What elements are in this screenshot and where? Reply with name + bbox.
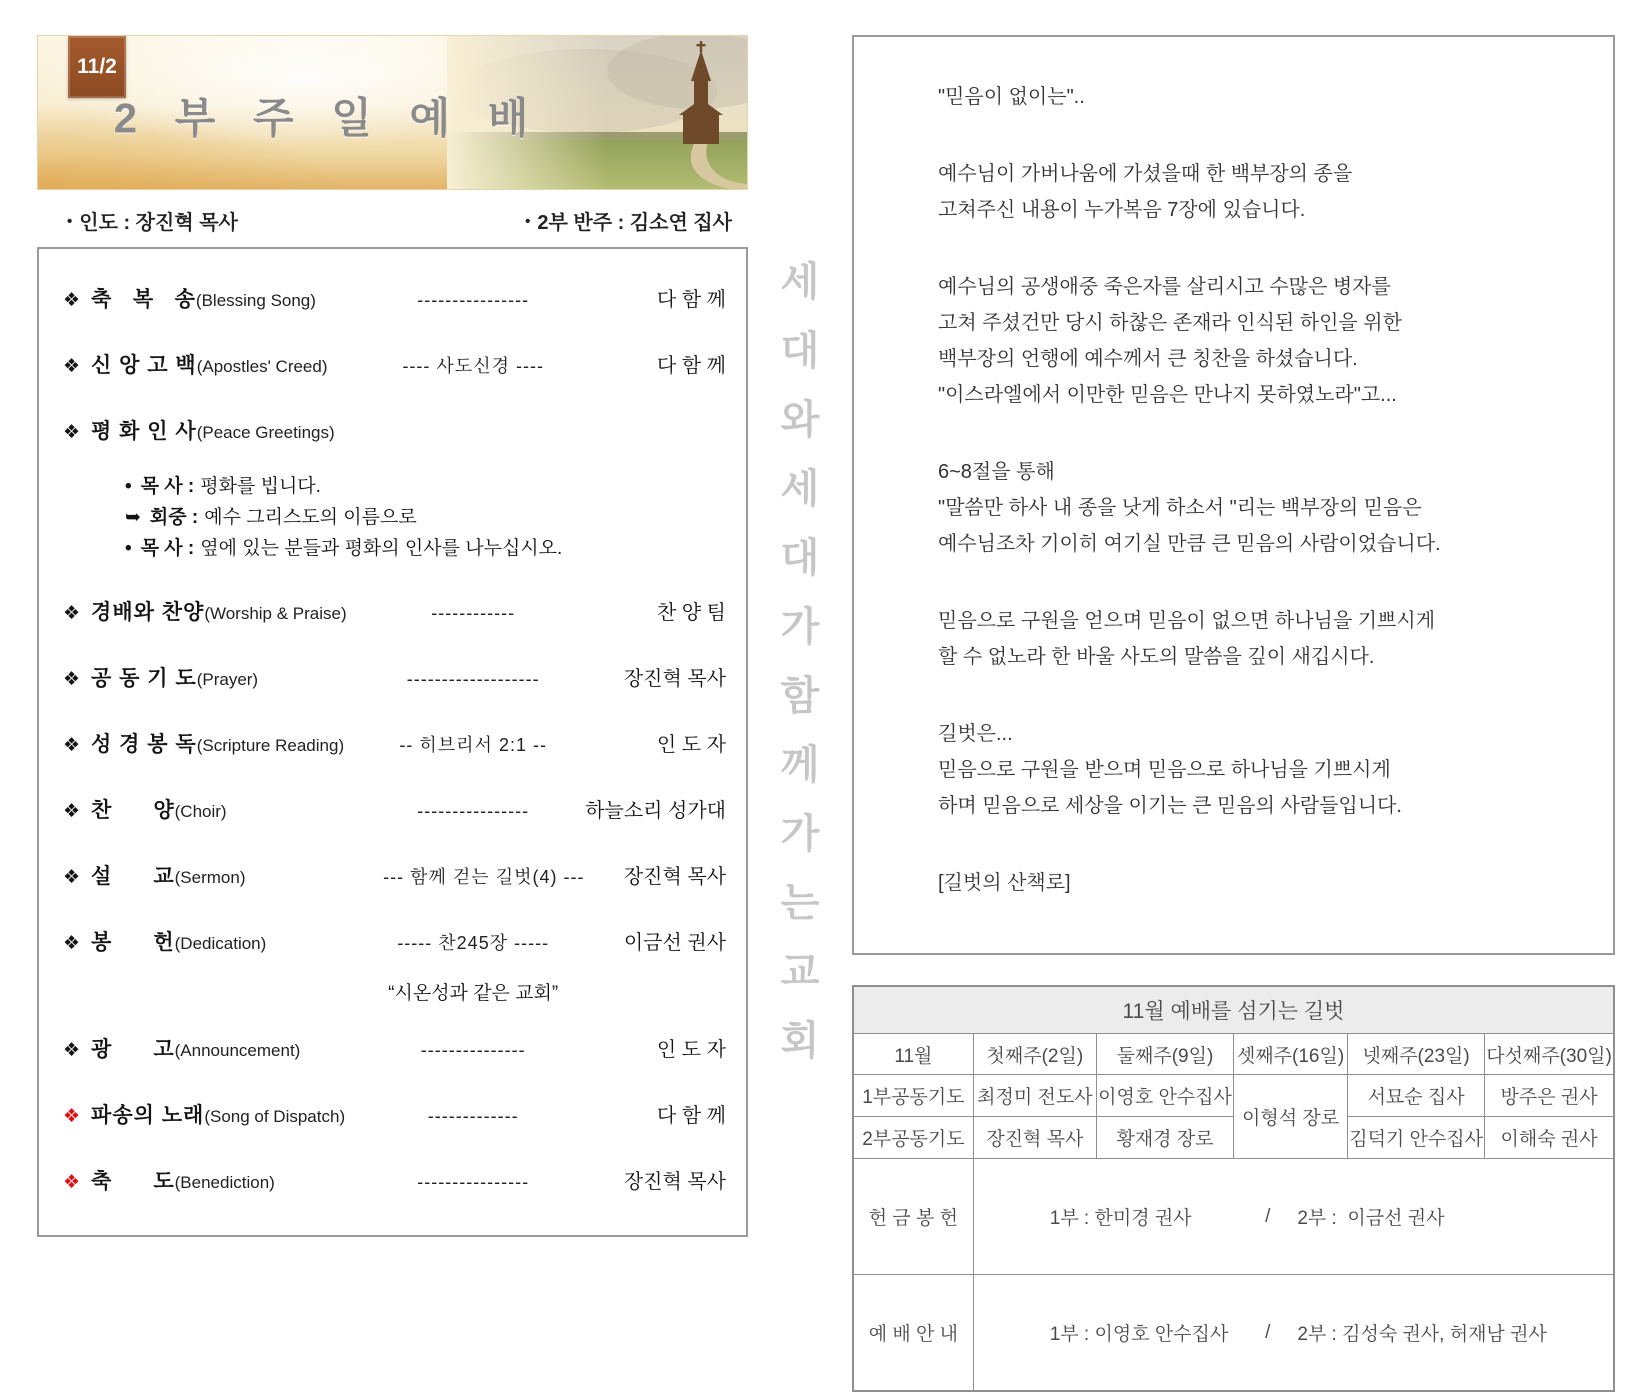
service-staff-line xyxy=(37,206,748,235)
peace-line-congregation: ➥ 회중 : 예수 그리스도의 이름으로 xyxy=(125,507,417,528)
cell: 김덕기 안수집사 xyxy=(1348,1117,1485,1159)
generation-motto-vertical-text: 세 대 와 세 대 가 함 께 가 는 교 회 xyxy=(780,260,820,1063)
order-item-benediction: ❖ 축 도(Benediction) ---------------- 장진혁 목사 xyxy=(63,1163,730,1203)
cell: 장진혁 목사 xyxy=(973,1117,1096,1159)
servers-table xyxy=(852,985,1615,1392)
order-item-announcement: ❖ 광 고(Announcement) --------------- 인 도 자 xyxy=(63,1031,730,1071)
order-item-apostles-creed: ❖ 신 앙 고 백(Apostles' Creed) ---- 사도신경 ---- 다 함 께 xyxy=(63,347,730,387)
offering-hymn-note-row xyxy=(63,978,730,1005)
performer: 하늘소리 성가대 xyxy=(585,800,726,822)
essay-paragraph: 믿음으로 구원을 얻으며 믿음이 없으면 하나님을 기쁘시게 할 수 없노라 한 바울 사도의 말씀을 깊이 새깁시다. xyxy=(938,610,1436,668)
dash-line: ------------- xyxy=(427,1106,519,1126)
sermon-title: --- 함께 걷는 길벗(4) --- xyxy=(383,867,585,887)
diamond-marker-icon: ❖ xyxy=(63,669,81,690)
diamond-marker-icon: ❖ xyxy=(63,1106,81,1127)
order-item-dedication: ❖ 봉 헌(Dedication) ----- 찬245장 ----- 이금선 권사 xyxy=(63,924,730,964)
order-item-prayer: ❖ 공 동 기 도(Prayer) ------------------- 장진혁 목사 xyxy=(63,660,730,700)
dash-line: ------------------- xyxy=(406,669,540,689)
bullet-icon: • xyxy=(125,538,132,559)
scripture-reference: -- 히브리서 2:1 -- xyxy=(399,735,547,755)
essay-paragraph: 예수님의 공생애중 죽은자를 살리시고 수많은 병자를 고쳐 주셨건만 당시 하찮은 존재라 인식된 하인을 위한 백부장의 언행에 예수께서 큰 칭찬을 하셨습니다. "이스라엘에서 이만한 믿음은 만나지 못하였노라"고... xyxy=(938,276,1402,406)
slash-separator: / xyxy=(1265,1205,1271,1227)
november-servers-section xyxy=(852,985,1615,1392)
service-banner xyxy=(37,35,748,190)
dash-line: ---------------- xyxy=(417,1172,530,1192)
col-header: 둘째주(9일) xyxy=(1097,1034,1234,1075)
bullet-icon: • xyxy=(525,213,531,230)
table-header-row xyxy=(853,1034,1614,1075)
dash-line: ---------------- xyxy=(417,801,530,821)
col-header: 넷째주(23일) xyxy=(1348,1034,1485,1075)
cell: 서묘순 집사 xyxy=(1348,1075,1485,1117)
diamond-marker-icon: ❖ xyxy=(63,1172,81,1193)
usher-servers: 1부 : 이영호 안수집사 / 2부 : 김성숙 권사, 허재남 권사 xyxy=(1049,1321,1547,1345)
diamond-marker-icon: ❖ xyxy=(63,933,81,954)
essay-paragraph: 예수님이 가버나움에 가셨을때 한 백부장의 종을 고쳐주신 내용이 누가복음 7장에 있습니다. xyxy=(938,163,1353,221)
order-item-blessing-song: ❖ 축 복 송(Blessing Song) ---------------- 다 함 께 xyxy=(63,281,730,321)
performer: 인 도 자 xyxy=(656,734,726,756)
bullet-icon: • xyxy=(125,476,132,497)
diamond-marker-icon: ❖ xyxy=(63,290,81,311)
dash-line: ------------ xyxy=(431,603,516,623)
performer: 장진혁 목사 xyxy=(623,668,726,690)
row-label: 2부공동기도 xyxy=(853,1117,973,1159)
performer: 장진혁 목사 xyxy=(623,866,726,888)
cell: 황재경 장로 xyxy=(1097,1117,1234,1159)
order-item-song-of-dispatch: ❖ 파송의 노래(Song of Dispatch) ------------- 다 함 께 xyxy=(63,1097,730,1137)
diamond-marker-icon: ❖ xyxy=(63,356,81,377)
diamond-marker-icon: ❖ xyxy=(63,603,81,624)
cell: 방주은 권사 xyxy=(1485,1075,1614,1117)
table-title-row xyxy=(853,986,1614,1034)
order-item-sermon: ❖ 설 교(Sermon) --- 함께 걷는 길벗(4) --- 장진혁 목사 xyxy=(63,858,730,898)
essay-paragraph: "믿음이 없이는".. xyxy=(938,86,1085,108)
row-label: 헌 금 봉 헌 xyxy=(853,1159,973,1275)
dash-line: ---------------- xyxy=(417,290,530,310)
col-header: 첫째주(2일) xyxy=(973,1034,1096,1075)
cell-merged: 이형석 장로 xyxy=(1233,1075,1347,1159)
essay-paragraph: 6~8절을 통해 "말씀만 하사 내 종을 낫게 하소서 "리는 백부장의 믿음은 예수님조차 기이히 여기실 만큼 큰 믿음의 사람이었습니다. xyxy=(938,461,1441,555)
order-item-peace-greetings: ❖ 평 화 인 사(Peace Greetings) xyxy=(63,420,335,443)
cell: 이영호 안수집사 xyxy=(1097,1075,1234,1117)
diamond-marker-icon: ❖ xyxy=(63,801,81,822)
performer: 다 함 께 xyxy=(656,355,726,377)
performer: 찬 양 팀 xyxy=(656,602,726,624)
diamond-marker-icon: ❖ xyxy=(63,867,81,888)
order-item-scripture-reading: ❖ 성 경 봉 독(Scripture Reading) -- 히브리서 2:1 -- 인 도 자 xyxy=(63,726,730,766)
performer: 이금선 권사 xyxy=(623,932,726,954)
dash-line: --------------- xyxy=(420,1040,526,1060)
row-label: 1부공동기도 xyxy=(853,1075,973,1117)
service-title: 2 부 주 일 예 배 xyxy=(113,93,542,141)
diamond-marker-icon: ❖ xyxy=(63,1040,81,1061)
table-row-prayer-1 xyxy=(853,1075,1614,1117)
performer: 인 도 자 xyxy=(656,1039,726,1061)
peace-greetings-liturgy xyxy=(125,471,730,564)
order-item-worship-praise: ❖ 경배와 찬양(Worship & Praise) ------------ 찬 양 팀 xyxy=(63,594,730,634)
essay-signature: [길벗의 산책로] xyxy=(938,872,1071,894)
col-header: 11월 xyxy=(853,1034,973,1075)
leader-line: • 인도 : 장진혁 목사 xyxy=(67,212,238,234)
offering-hymn-title: “시온성과 같은 교회” xyxy=(388,983,559,1004)
offering-servers: 1부 : 한미경 권사 / 2부 : 이금선 권사 xyxy=(1049,1205,1445,1229)
order-of-worship xyxy=(37,247,748,1237)
col-header: 다섯째주(30일) xyxy=(1485,1034,1614,1075)
essay-paragraph: 길벗은... 믿음으로 구원을 받으며 믿음으로 하나님을 기쁘시게 하며 믿음으로 세상을 이기는 큰 믿음의 사람들입니다. xyxy=(938,723,1402,817)
reply-arrow-icon: ➥ xyxy=(125,507,141,528)
table-row-ushers xyxy=(853,1275,1614,1392)
order-item-choir: ❖ 찬 양(Choir) ---------------- 하늘소리 성가대 xyxy=(63,792,730,832)
bullet-icon: • xyxy=(67,213,73,230)
row-label: 예 배 안 내 xyxy=(853,1275,973,1392)
performer: 다 함 께 xyxy=(656,289,726,311)
pastor-meditation-text xyxy=(852,35,1615,955)
peace-line-pastor-2: • 목 사 : 옆에 있는 분들과 평화의 인사를 나누십시오. xyxy=(125,538,563,559)
performer: 장진혁 목사 xyxy=(623,1171,726,1193)
diamond-marker-icon: ❖ xyxy=(63,735,81,756)
table-row-offering xyxy=(853,1159,1614,1275)
col-header: 셋째주(16일) xyxy=(1233,1034,1347,1075)
diamond-marker-icon: ❖ xyxy=(63,422,81,443)
peace-line-pastor: • 목 사 : 평화를 빕니다. xyxy=(125,476,321,497)
slash-separator: / xyxy=(1265,1321,1271,1343)
dash-line: ---- 사도신경 ---- xyxy=(402,356,544,376)
hymn-number: ----- 찬245장 ----- xyxy=(397,933,550,953)
cell: 이해숙 권사 xyxy=(1485,1117,1614,1159)
table-title: 11월 예배를 섬기는 길벗 xyxy=(853,986,1614,1034)
accompanist-line: • 2부 반주 : 김소연 집사 xyxy=(525,212,732,234)
date-badge: 11/2 xyxy=(68,36,126,98)
performer: 다 함 께 xyxy=(656,1105,726,1127)
cell: 최정미 전도사 xyxy=(973,1075,1096,1117)
